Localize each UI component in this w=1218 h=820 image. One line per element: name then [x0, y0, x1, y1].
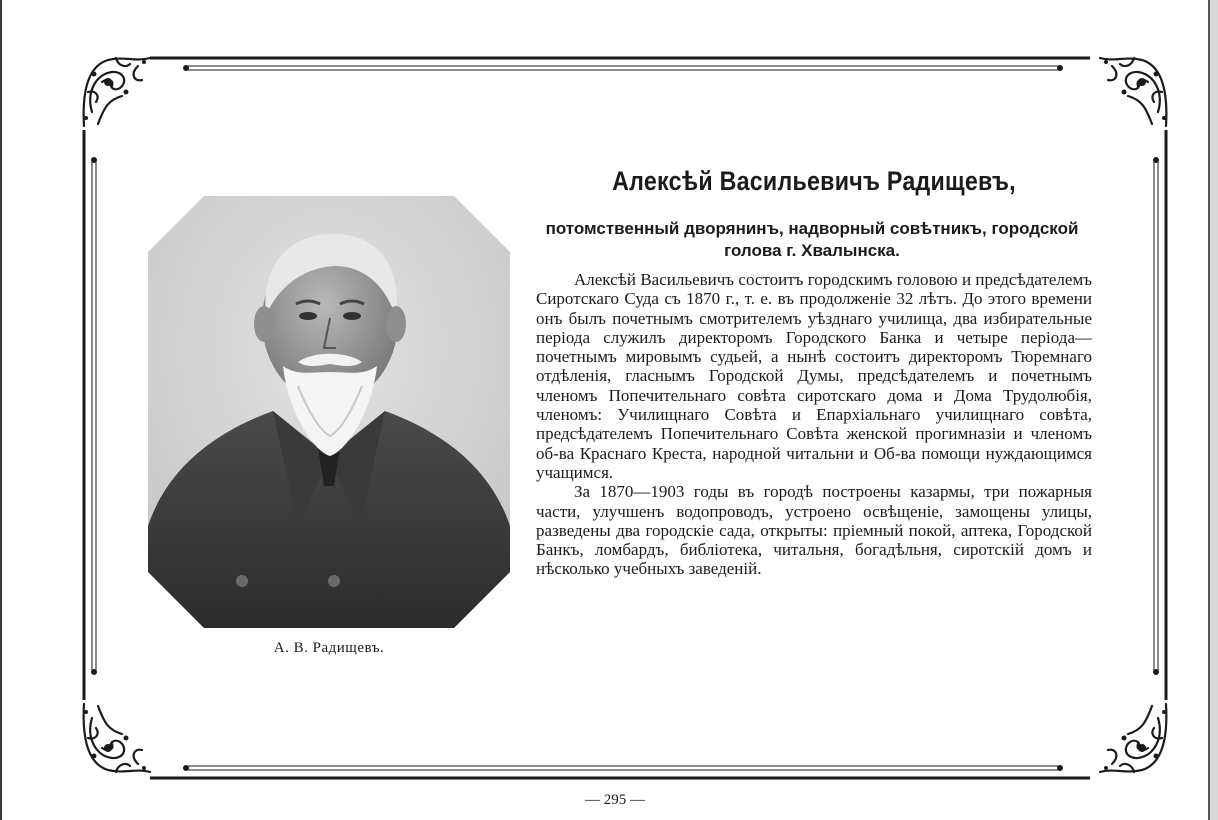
article-title: Алексѣй Васильевичъ Радищевъ, — [612, 166, 1016, 196]
ornamental-corner-icon — [78, 52, 158, 132]
article-body — [536, 270, 1092, 579]
ornamental-corner-icon — [78, 698, 158, 778]
article-paragraph-1: Алексѣй Васильевичъ состоитъ городскимъ головою и предсѣдателемъ Сиротскаго Суда съ 1870 г., т. е. въ продолженіе 32 лѣтъ. До этого времени онъ былъ почетнымъ смотрителемъ уѣзднаго училища, два избирательные періода служилъ директоромъ Городского Банка и четыре періода—почетнымъ мировымъ судьей, а нынѣ состоитъ директоромъ Тюремнаго отдѣленія, гласнымъ Городской Думы, предсѣдателемъ и почетнымъ членомъ Попечительнаго совѣта сиротскаго дома и Дома Трудолюбія, членомъ: Училищнаго Совѣта и Епархіальнаго училищнаго совѣта, предсѣдателемъ Попечительнаго Совѣта женской прогимназіи и членомъ об-ва Краснаго Креста, народной читальни и Об-ва помощи нуждающимся учащимся. — [536, 270, 1092, 482]
ornamental-corner-icon — [1092, 52, 1172, 132]
article-paragraph-2: За 1870—1903 годы въ городѣ построены казармы, три пожарныя части, улучшенъ водопроводъ, устроено освѣщеніе, замощены улицы, разведены два городскіе сада, открыты: пріемный покой, аптека, Городской Банкъ, ломбардъ, библіотека, читальня, богадѣльня, сиротскій домъ и нѣсколько учебныхъ заведеній. — [536, 482, 1092, 579]
ornamental-corner-icon — [1092, 698, 1172, 778]
page-number: — 295 — — [585, 792, 645, 808]
portrait-photo — [148, 196, 510, 628]
portrait-caption: А. В. Радищевъ. — [273, 640, 385, 656]
article-subtitle-line-2: голова г. Хвалынска. — [724, 241, 900, 260]
article-subtitle-line-1: потомственный дворянинъ, надворный совѣтникъ, городской — [545, 219, 1079, 238]
portrait-photo-icon — [148, 196, 510, 628]
article-subtitle — [522, 218, 1102, 262]
